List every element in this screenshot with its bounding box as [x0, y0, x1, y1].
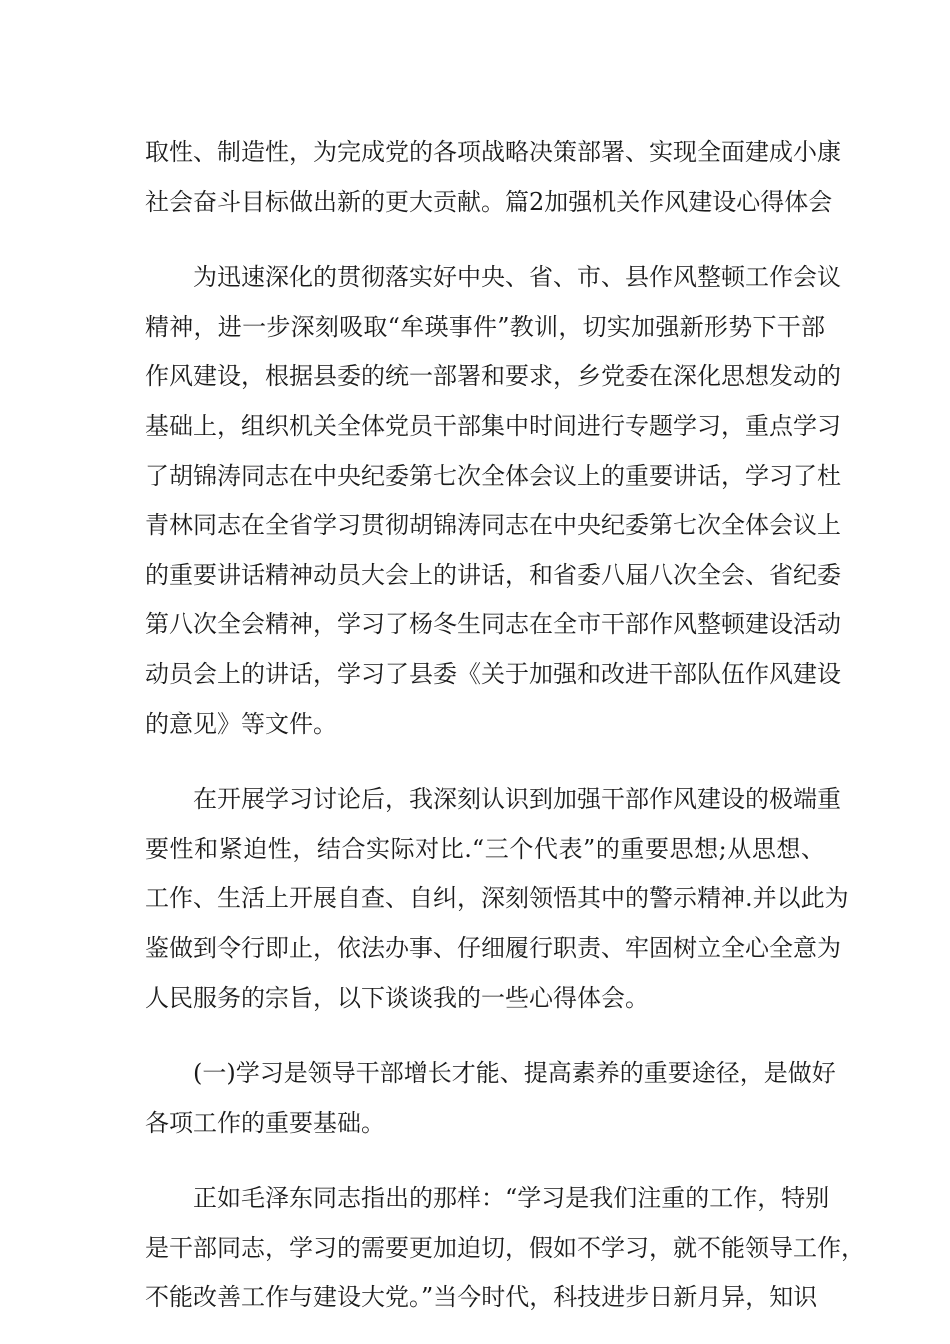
- paragraph: [145, 1049, 836, 1148]
- text-line: 动员会上的讲话，学习了县委《关于加强和改进干部队伍作风建设: [145, 659, 841, 688]
- text-line: 社会奋斗目标做出新的更大贡献。篇2加强机关作风建设心得体会: [145, 187, 833, 216]
- document-body: [145, 128, 865, 1323]
- text-line: 基础上，组织机关全体党员干部集中时间进行专题学习，重点学习: [145, 411, 841, 440]
- text-line: 要性和紧迫性，结合实际对比.“三个代表”的重要思想;从思想、: [145, 834, 825, 863]
- paragraph: [145, 253, 841, 749]
- text-line: 取性、制造性，为完成党的各项战略决策部署、实现全面建成小康: [145, 138, 841, 166]
- text-line: 为迅速深化的贯彻落实好中央、省、市、县作风整顿工作会议: [193, 263, 841, 292]
- text-line: 了胡锦涛同志在中央纪委第七次全体会议上的重要讲话，学习了杜: [145, 461, 841, 490]
- text-line: 工作、生活上开展自查、自纠，深刻领悟其中的警示精神.并以此为: [145, 884, 849, 913]
- text-line: 各项工作的重要基础。: [145, 1108, 385, 1137]
- text-line: 鉴做到令行即止，依法办事、仔细履行职责、牢固树立全心全意为: [145, 933, 841, 962]
- text-line: 人民服务的宗旨，以下谈谈我的一些心得体会。: [145, 983, 649, 1012]
- text-line: 不能改善工作与建设大党。”当今时代，科技进步日新月异，知识: [145, 1283, 818, 1312]
- text-line: 的重要讲话精神动员大会上的讲话，和省委八届八次全会、省纪委: [145, 560, 841, 589]
- paragraph: [145, 128, 841, 227]
- text-line: 是干部同志，学习的需要更加迫切，假如不学习，就不能领导工作，: [145, 1233, 865, 1262]
- text-line: 精神，进一步深刻吸取“牟瑛事件”教训，切实加强新形势下干部: [145, 312, 825, 341]
- text-line: 青林同志在全省学习贯彻胡锦涛同志在中央纪委第七次全体会议上: [145, 511, 841, 540]
- text-line: 在开展学习讨论后，我深刻认识到加强干部作风建设的极端重: [193, 785, 841, 814]
- text-line: 正如毛泽东同志指出的那样：“学习是我们注重的工作，特别: [193, 1184, 830, 1213]
- text-line: 第八次全会精神，学习了杨冬生同志在全市干部作风整顿建设活动: [145, 610, 841, 639]
- text-line: 作风建设，根据县委的统一部署和要求，乡党委在深化思想发动的: [145, 362, 841, 391]
- text-line: 的意见》等文件。: [145, 709, 337, 738]
- text-line: (一)学习是领导干部增长才能、提高素养的重要途径，是做好: [193, 1059, 836, 1088]
- paragraph: [145, 1174, 865, 1323]
- paragraph: [145, 775, 849, 1023]
